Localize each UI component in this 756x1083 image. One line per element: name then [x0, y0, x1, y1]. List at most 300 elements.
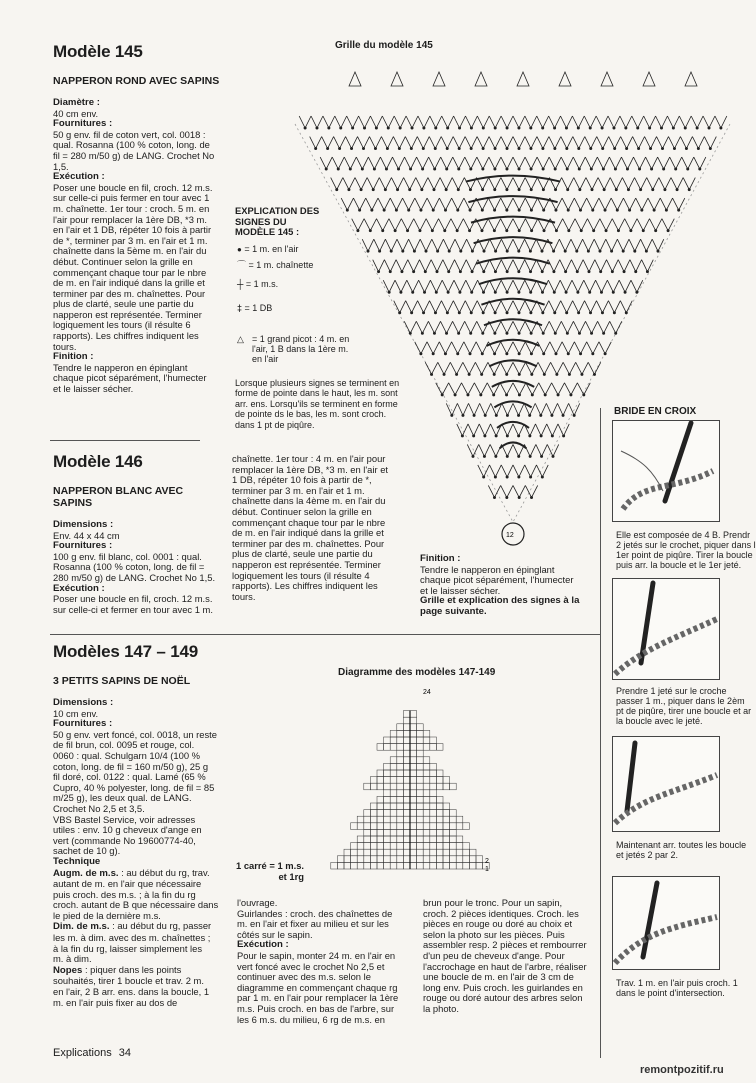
- chain-loop: [477, 137, 489, 149]
- grid-square: [436, 849, 443, 856]
- grid-square: [423, 770, 430, 777]
- air-stitch-dot: [457, 209, 459, 211]
- grand-picot: [559, 72, 571, 86]
- chain-loop: [633, 137, 645, 149]
- m146-fourn-2: 280 m/50 g) de LANG. Crochet No 1,5.: [53, 571, 216, 583]
- m146-fin-1: chaque picot séparément, l'humecter: [420, 574, 574, 586]
- grid-square: [390, 770, 397, 777]
- grid-square: [377, 843, 384, 850]
- grid-square: [390, 810, 397, 817]
- sign-row-ms: [237, 276, 387, 297]
- chain-loop: [381, 137, 393, 149]
- grid-square: [436, 816, 443, 823]
- chain-loop: [584, 116, 596, 128]
- grand-picot: [433, 72, 445, 86]
- grid-square: [357, 816, 364, 823]
- grand-picot: [601, 72, 613, 86]
- chain-loop: [548, 239, 560, 251]
- m146-subtitle: [53, 485, 183, 509]
- chain-loop: [431, 260, 443, 272]
- air-stitch-dot: [493, 373, 495, 375]
- chain-loop: [622, 178, 634, 190]
- air-stitch-dot: [601, 312, 603, 314]
- grid-square: [403, 816, 410, 823]
- air-stitch-dot: [495, 250, 497, 252]
- air-stitch-dot: [599, 250, 601, 252]
- chain-loop: [501, 280, 513, 292]
- chain-loop: [347, 116, 359, 128]
- air-stitch-dot: [567, 353, 569, 355]
- grid-square: [456, 856, 463, 863]
- chain-loop: [323, 116, 335, 128]
- grid-square: [397, 744, 404, 751]
- air-stitch-dot: [529, 271, 531, 273]
- grid-square: [403, 862, 410, 869]
- grid-square: [390, 849, 397, 856]
- grid-square: [390, 783, 397, 790]
- air-stitch-dot: [494, 147, 496, 149]
- crochet-hook-icon: [613, 877, 719, 969]
- air-stitch-dot: [635, 271, 637, 273]
- grid-square: [410, 783, 417, 790]
- grid-square: [410, 836, 417, 843]
- grid-square: [390, 856, 397, 863]
- air-stitch-dot: [630, 230, 632, 232]
- bride-caption1-3: puis arr. la boucle et le 1er jeté.: [616, 560, 742, 570]
- grid-square: [377, 783, 384, 790]
- grid-square: [384, 856, 391, 863]
- chain-loop: [662, 219, 674, 231]
- grid-square: [443, 777, 450, 784]
- chain-loop: [332, 157, 344, 169]
- air-stitch-dot: [457, 353, 459, 355]
- single-crochet-icon: ┼: [237, 279, 244, 289]
- grand-picot: [391, 72, 403, 86]
- grid-square: [384, 849, 391, 856]
- grid-square: [430, 783, 437, 790]
- grid-square: [443, 803, 450, 810]
- grid-square: [397, 829, 404, 836]
- chain-loop: [501, 485, 513, 497]
- chain-loop: [513, 157, 525, 169]
- chain-loop: [660, 198, 672, 210]
- footer-label: Explications: [53, 1047, 112, 1059]
- chain-loop: [549, 116, 561, 128]
- grid-square: [337, 862, 344, 869]
- air-stitch-dot: [461, 435, 463, 437]
- air-stitch-dot: [672, 127, 674, 129]
- chain-loop: [476, 342, 488, 354]
- air-stitch-dot: [383, 209, 385, 211]
- chain-loop: [513, 403, 524, 415]
- grid-square: [436, 770, 443, 777]
- chain-loop: [513, 137, 525, 149]
- grid-square: [390, 823, 397, 830]
- air-stitch-dot: [443, 373, 445, 375]
- m147-col3-9: rouge ou doré autour des arbres selon: [423, 992, 583, 1004]
- air-stitch-dot: [445, 188, 447, 190]
- m145-exec-9: de m. en l'air indiqué dans la grille et: [53, 277, 205, 289]
- chain-loop: [645, 137, 657, 149]
- air-stitch-dot: [338, 147, 340, 149]
- chain-loop: [442, 280, 454, 292]
- grid-square: [390, 829, 397, 836]
- chain-loop: [409, 239, 421, 251]
- chain-loop: [652, 239, 664, 251]
- chain-loop: [513, 239, 525, 251]
- m145-h-diam: Diamètre :: [53, 97, 100, 108]
- chain-loop: [657, 137, 669, 149]
- grid-square: [351, 862, 358, 869]
- m145-exec-11: plus de clarté, seule une partie du: [53, 298, 194, 310]
- chain-loop: [513, 116, 525, 128]
- chain-loop: [465, 321, 477, 333]
- explication-note: [235, 378, 420, 430]
- chain-loop: [501, 321, 513, 333]
- chain-loop: [576, 362, 589, 374]
- bride-caption2-0: Prendre 1 jeté sur le croche: [616, 686, 727, 696]
- chain-loop: [452, 198, 464, 210]
- air-stitch-dot: [425, 250, 427, 252]
- air-stitch-dot: [410, 147, 412, 149]
- air-stitch-dot: [551, 435, 553, 437]
- m147-col3-7: une boucle de m. en l'air de 3 cm de: [423, 971, 574, 983]
- chain-loop: [501, 301, 513, 313]
- air-stitch-dot: [661, 147, 663, 149]
- air-stitch-dot: [553, 271, 555, 273]
- chain-loop: [440, 321, 452, 333]
- chain-loop: [416, 178, 428, 190]
- air-stitch-dot: [482, 291, 484, 293]
- air-stitch-dot: [543, 209, 545, 211]
- chain-loop: [334, 137, 346, 149]
- grid-square: [417, 750, 424, 757]
- chain-loop: [490, 444, 501, 456]
- m145-title: Modèle 145: [53, 42, 143, 61]
- grid-square: [430, 810, 437, 817]
- grid-square: [410, 763, 417, 770]
- chain-loop: [538, 342, 550, 354]
- grid-square: [390, 730, 397, 737]
- chain-loop: [683, 178, 695, 190]
- grid-square: [384, 763, 391, 770]
- grid-square: [423, 856, 430, 863]
- air-stitch-dot: [406, 230, 408, 232]
- chain-loop: [439, 342, 451, 354]
- air-stitch-dot: [468, 230, 470, 232]
- air-stitch-dot: [446, 147, 448, 149]
- chain-loop: [430, 116, 442, 128]
- chain-loop: [608, 116, 620, 128]
- air-stitch-dot: [653, 209, 655, 211]
- chain-loop: [513, 178, 525, 190]
- grid-square: [390, 763, 397, 770]
- air-stitch-dot: [600, 271, 602, 273]
- air-stitch-dot: [401, 271, 403, 273]
- air-stitch-dot: [373, 168, 375, 170]
- air-stitch-dot: [493, 209, 495, 211]
- row-label-2: 2: [485, 858, 489, 865]
- grid-square: [456, 823, 463, 830]
- air-stitch-dot: [327, 147, 329, 149]
- chain-loop: [501, 116, 513, 128]
- air-stitch-dot: [423, 291, 425, 293]
- air-stitch-dot: [531, 230, 533, 232]
- air-stitch-dot: [604, 209, 606, 211]
- sign-db: = 1 DB: [244, 303, 273, 313]
- grid-square: [450, 849, 457, 856]
- chain-loop: [597, 157, 609, 169]
- grid-square: [403, 777, 410, 784]
- air-stitch-dot: [363, 127, 365, 129]
- grid-square: [436, 810, 443, 817]
- air-stitch-dot: [448, 271, 450, 273]
- watermark: remontpozitif.ru: [640, 1064, 724, 1076]
- m147-col2-4: Exécution :: [237, 939, 289, 951]
- m146-dim: Env. 44 x 44 cm: [53, 529, 120, 541]
- air-stitch-dot: [506, 455, 508, 457]
- air-stitch-dot: [580, 230, 582, 232]
- grid-square: [410, 810, 417, 817]
- chain-loop: [559, 239, 571, 251]
- air-stitch-dot: [613, 312, 615, 314]
- grid-square: [344, 862, 351, 869]
- air-stitch-dot: [494, 188, 496, 190]
- chain-loop: [364, 219, 376, 231]
- air-stitch-dot: [411, 312, 413, 314]
- chain-loop: [525, 239, 537, 251]
- m146-exec-0: Poser une boucle en fil, croch. 12 m.s.: [53, 593, 213, 605]
- chain-loop: [341, 198, 353, 210]
- chain-loop: [416, 321, 428, 333]
- grid-square: [397, 849, 404, 856]
- air-stitch-dot: [375, 127, 377, 129]
- m147-dim-h: Dim. de m.s.: [53, 921, 110, 933]
- air-stitch-dot: [494, 168, 496, 170]
- grid-square: [390, 777, 397, 784]
- m146-col2-5: début. Continuer selon la grille en: [232, 505, 372, 517]
- chain-loop: [465, 137, 477, 149]
- chain-loop: [463, 219, 475, 231]
- grid-square: [397, 763, 404, 770]
- grid-square: [417, 777, 424, 784]
- bride-caption4-1: dans le point d'intersection.: [616, 988, 725, 998]
- chain-loop: [703, 116, 715, 128]
- chain-loop: [407, 280, 419, 292]
- chain-loop: [682, 157, 694, 169]
- chain-loop: [611, 198, 623, 210]
- air-stitch-dot: [552, 455, 554, 457]
- air-stitch-dot: [542, 332, 544, 334]
- chain-loop: [560, 260, 572, 272]
- air-stitch-dot: [447, 127, 449, 129]
- chain-loop: [406, 116, 418, 128]
- air-stitch-dot: [601, 127, 603, 129]
- grid-square: [397, 790, 404, 797]
- chain-loop: [524, 444, 535, 456]
- chain-loop: [501, 157, 513, 169]
- chain-loop: [715, 116, 727, 128]
- air-stitch-dot: [518, 209, 520, 211]
- air-stitch-dot: [458, 127, 460, 129]
- chain-loop: [692, 137, 704, 149]
- grid-square: [430, 770, 437, 777]
- chain-loop: [513, 321, 525, 333]
- grid-square: [410, 856, 417, 863]
- grid-square: [357, 843, 364, 850]
- air-stitch-dot: [471, 291, 473, 293]
- chain-loop: [419, 280, 431, 292]
- m147-dimms-0: : au début du rg, passer: [112, 920, 212, 932]
- air-stitch-dot: [495, 435, 497, 437]
- treble-fan: [476, 258, 550, 264]
- air-stitch-dot: [626, 168, 628, 170]
- chain-loop: [548, 260, 560, 272]
- grid-square: [403, 823, 410, 830]
- m146-col2: [232, 454, 404, 602]
- grid-square: [390, 803, 397, 810]
- air-stitch-dot: [540, 414, 542, 416]
- air-stitch-dot: [446, 168, 448, 170]
- air-stitch-dot: [543, 373, 545, 375]
- grid-square: [370, 803, 377, 810]
- air-stitch-dot: [678, 209, 680, 211]
- chain-loop: [513, 383, 526, 395]
- chain-loop: [644, 116, 656, 128]
- chain-loop: [621, 157, 633, 169]
- air-stitch-dot: [458, 312, 460, 314]
- air-stitch-dot: [396, 188, 398, 190]
- air-stitch-dot: [455, 373, 457, 375]
- m147-col2-11: les 6 m.s. du milieu, 6 rg de m.s. en: [237, 1013, 385, 1025]
- m147-fourn-8: VBS Bastel Service, voir adresses: [53, 813, 196, 825]
- chain-loop: [488, 485, 500, 497]
- chain-loop: [537, 157, 549, 169]
- m147-col2-3: côtés sur le sapin.: [237, 928, 313, 940]
- air-stitch-dot: [640, 188, 642, 190]
- diagramme-legend-0: 1 carré = 1 m.s.: [236, 860, 305, 871]
- grid-square: [469, 856, 476, 863]
- chain-loop: [659, 178, 671, 190]
- chain-loop: [525, 116, 537, 128]
- grid-square: [423, 777, 430, 784]
- air-stitch-dot: [494, 291, 496, 293]
- chain-loop: [673, 198, 685, 210]
- grid-square: [397, 816, 404, 823]
- chain-loop: [420, 239, 432, 251]
- air-stitch-dot: [518, 312, 520, 314]
- air-stitch-dot: [458, 168, 460, 170]
- air-stitch-dot: [518, 435, 520, 437]
- grid-square: [456, 843, 463, 850]
- air-stitch-dot: [470, 168, 472, 170]
- chain-loop: [366, 198, 378, 210]
- grid-square: [364, 856, 371, 863]
- grid-square: [370, 856, 377, 863]
- air-stitch-dot: [397, 168, 399, 170]
- air-stitch-dot: [565, 127, 567, 129]
- chain-loop: [573, 137, 585, 149]
- chain-loop: [441, 301, 453, 313]
- grid-square: [456, 849, 463, 856]
- air-stitch-dot: [562, 435, 564, 437]
- air-stitch-dot: [470, 147, 472, 149]
- m147-fourn-0: 50 g env. vert foncé, col. 0018, un reste: [53, 728, 217, 740]
- air-stitch-dot: [348, 188, 350, 190]
- grid-square: [417, 737, 424, 744]
- grid-square: [417, 862, 424, 869]
- m147-col2-10: m.s. Puis croch. en bas de l'arbre, sur: [237, 1002, 395, 1014]
- grid-square: [443, 856, 450, 863]
- air-stitch-dot: [542, 127, 544, 129]
- grid-square: [423, 862, 430, 869]
- m145-subtitle: NAPPERON ROND AVEC SAPINS: [53, 75, 220, 87]
- air-stitch-dot: [384, 188, 386, 190]
- grid-square: [390, 816, 397, 823]
- chain-loop: [501, 178, 513, 190]
- chain-loop: [454, 116, 466, 128]
- m147-col3-10: la photo.: [423, 1002, 459, 1014]
- grid-square: [436, 777, 443, 784]
- chain-loop: [299, 116, 311, 128]
- chain-loop: [322, 137, 334, 149]
- chain-loop: [594, 239, 606, 251]
- grid-square: [403, 783, 410, 790]
- chain-loop: [571, 260, 583, 272]
- air-stitch-dot: [622, 250, 624, 252]
- m146-col2-4: chaînette dans la 4ème m. en l'air du: [232, 495, 386, 507]
- grid-square: [417, 730, 424, 737]
- air-stitch-dot: [592, 209, 594, 211]
- chain-loop: [429, 137, 441, 149]
- grid-square: [463, 823, 470, 830]
- grid-square: [443, 862, 450, 869]
- air-stitch-dot: [557, 394, 559, 396]
- air-stitch-dot: [602, 168, 604, 170]
- air-stitch-dot: [567, 209, 569, 211]
- air-stitch-dot: [411, 127, 413, 129]
- air-stitch-dot: [553, 291, 555, 293]
- chain-loop: [408, 260, 420, 272]
- crochet-hook-icon: [613, 421, 719, 521]
- chain-loop: [631, 280, 643, 292]
- grid-square: [377, 816, 384, 823]
- chain-loop: [647, 178, 659, 190]
- air-stitch-dot: [448, 250, 450, 252]
- chain-loop: [405, 157, 417, 169]
- chain-loop: [489, 280, 501, 292]
- air-stitch-dot: [573, 414, 575, 416]
- air-stitch-dot: [518, 127, 520, 129]
- m145-fourn-3: 1,5.: [53, 160, 69, 172]
- m145-h-fin: Finition :: [53, 351, 94, 363]
- air-stitch-dot: [568, 373, 570, 375]
- air-stitch-dot: [627, 188, 629, 190]
- m145-h-exec: Exécution :: [53, 171, 105, 183]
- treble-fan: [489, 360, 537, 366]
- air-stitch-dot: [720, 127, 722, 129]
- chain-loop: [513, 465, 525, 477]
- grid-square: [443, 843, 450, 850]
- m145-fin-0: Tendre le napperon en épinglant: [53, 361, 188, 373]
- m146-col2-1: remplacer la 1ère DB, *3 m. en l'air et: [232, 463, 389, 475]
- air-stitch-dot: [530, 291, 532, 293]
- grid-square: [469, 862, 476, 869]
- chain-loop: [680, 137, 692, 149]
- air-stitch-dot: [565, 291, 567, 293]
- grid-square: [423, 829, 430, 836]
- grid-square: [384, 843, 391, 850]
